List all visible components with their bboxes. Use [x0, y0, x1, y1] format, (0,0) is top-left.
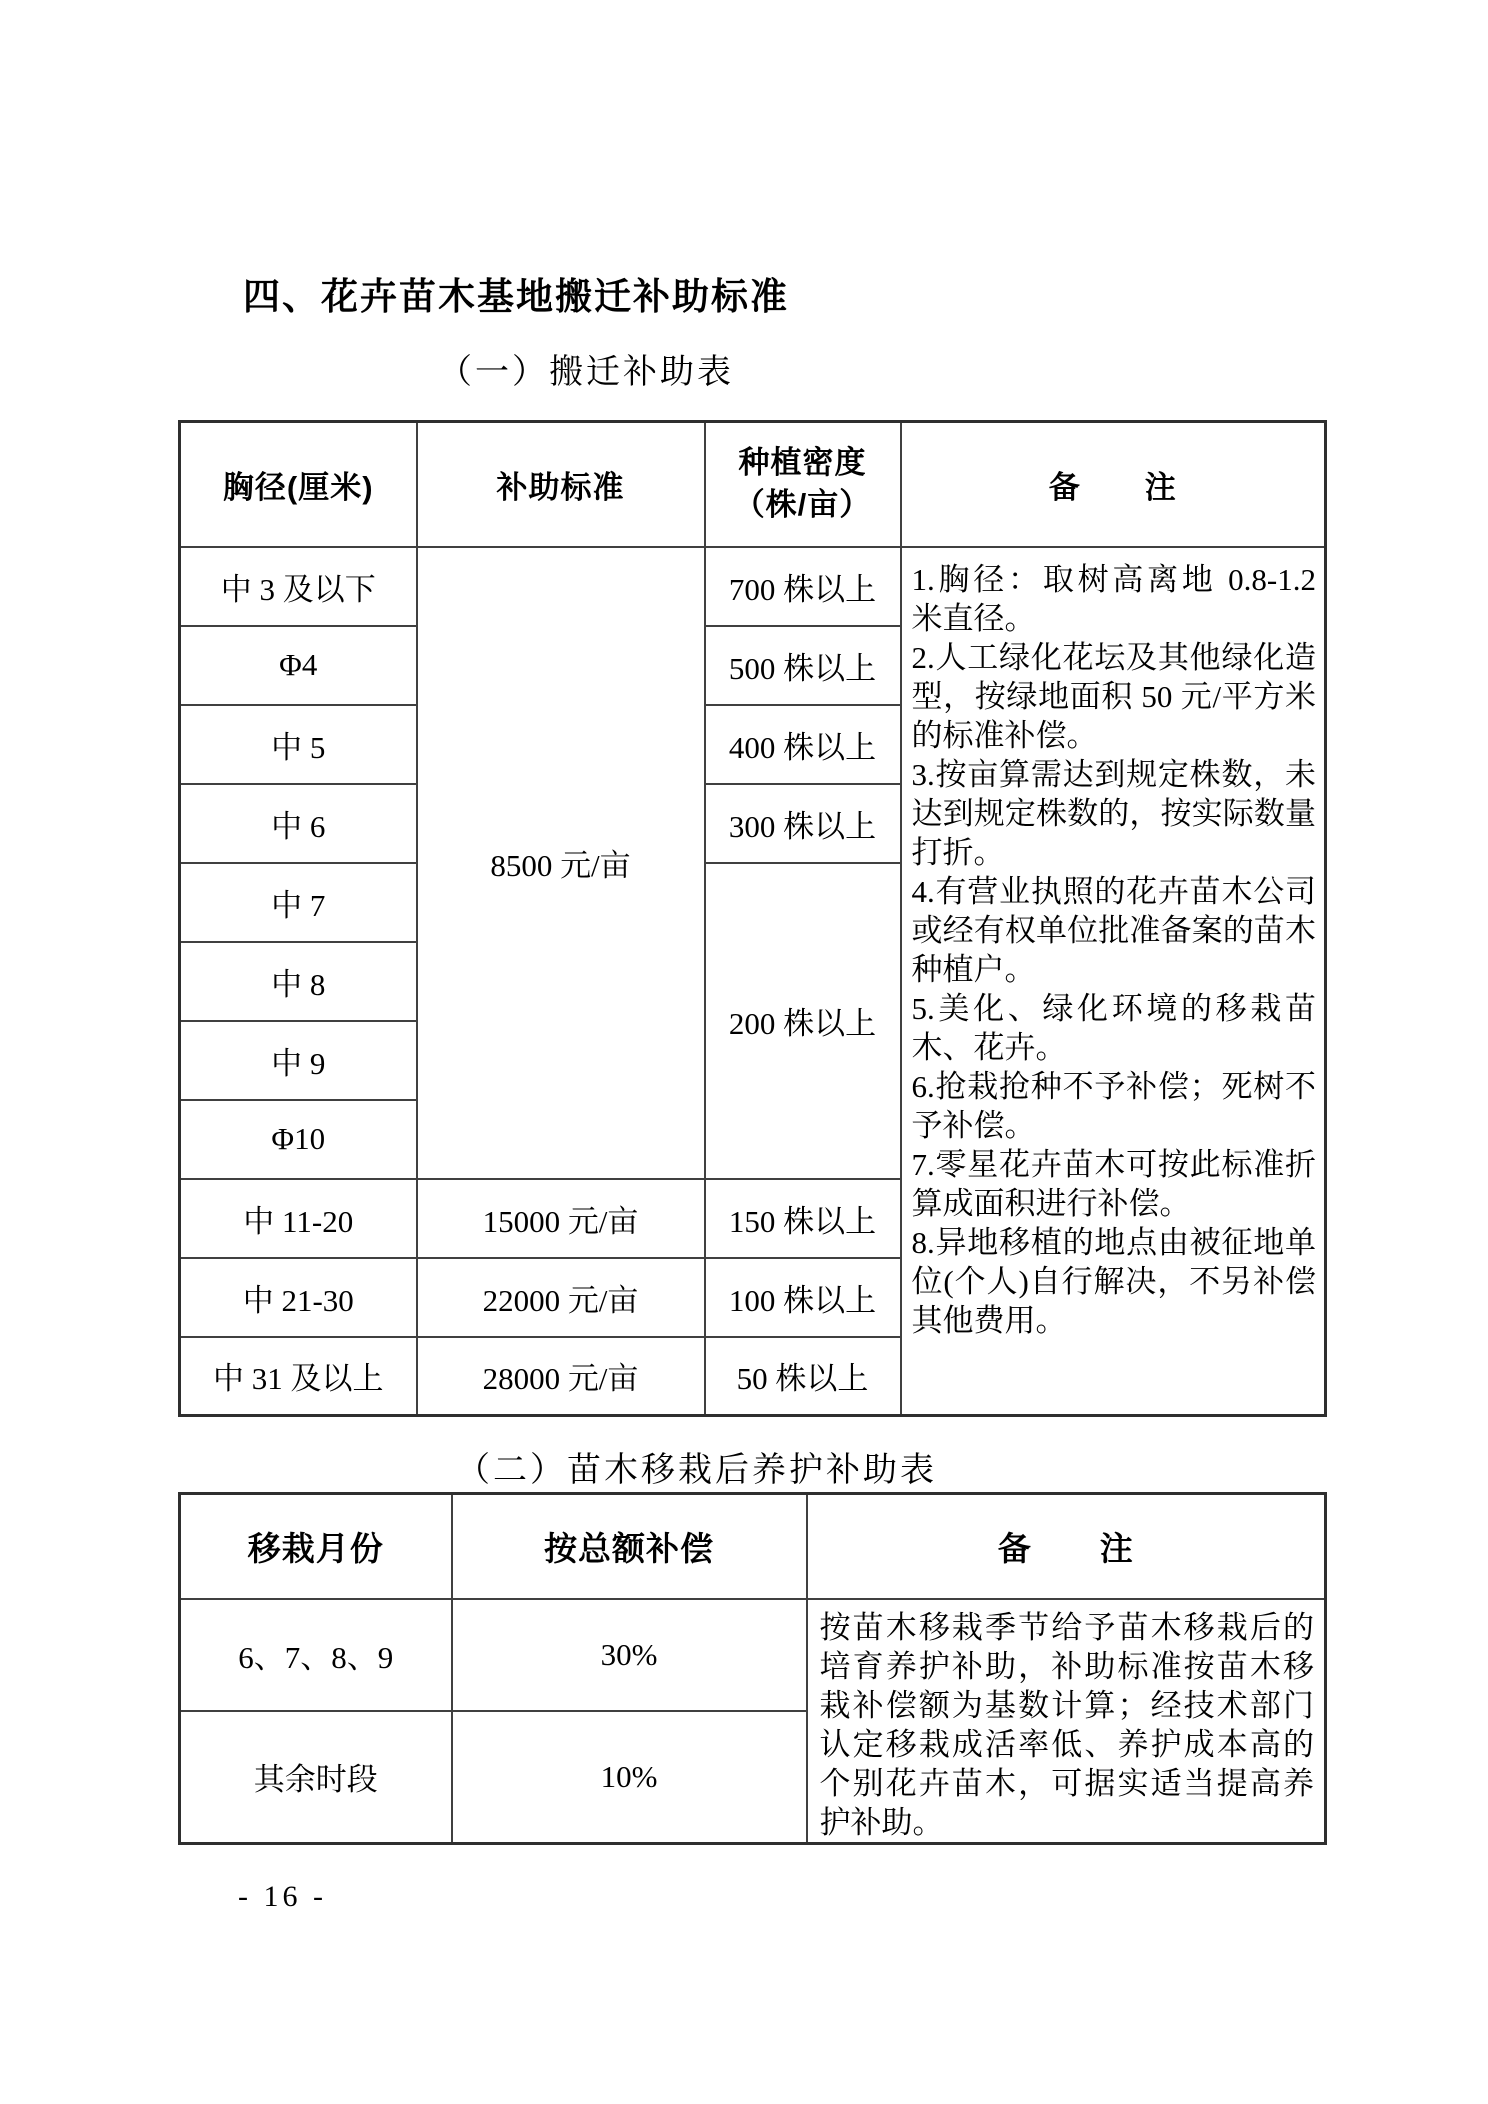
diameter-cell: 中 31 及以上 [180, 1337, 417, 1416]
col-header-diameter: 胸径(厘米) [180, 422, 417, 547]
diameter-cell: 中 5 [180, 705, 417, 784]
density-cell: 700 株以上 [705, 547, 901, 626]
remark-note-4: 4.有营业执照的花卉苗木公司或经有权单位批准备案的苗木种植户。 [911, 873, 1316, 987]
remark-note-1: 1.胸径：取树高离地 0.8-1.2 米直径。 [911, 561, 1316, 636]
subsidy-cell: 28000 元/亩 [417, 1337, 705, 1416]
page-number: - 16 - [238, 1880, 327, 1913]
table1-caption: （一）搬迁补助表 [438, 354, 734, 391]
table-row [180, 547, 1326, 626]
diameter-cell: 中 21-30 [180, 1258, 417, 1337]
diameter-cell: Φ4 [180, 626, 417, 705]
maintenance-subsidy-table [178, 1492, 1327, 1845]
remark-note-8: 8.异地移植的地点由被征地单位(个人)自行解决，不另补偿其他费用。 [911, 1224, 1316, 1338]
density-cell: 100 株以上 [705, 1258, 901, 1337]
table2-caption: （二）苗木移栽后养护补助表 [456, 1452, 937, 1489]
table1-header-row [180, 422, 1326, 547]
table-row [180, 1599, 1326, 1711]
col-header-transplant-month: 移栽月份 [180, 1494, 452, 1599]
diameter-cell: 中 9 [180, 1021, 417, 1100]
density-cell: 500 株以上 [705, 626, 901, 705]
remark-note-5: 5.美化、绿化环境的移栽苗木、花卉。 [911, 990, 1316, 1065]
density-cell: 150 株以上 [705, 1179, 901, 1258]
remark-note-2: 2.人工绿化花坛及其他绿化造型，按绿地面积 50 元/平方米的标准补偿。 [911, 639, 1316, 753]
subsidy-cell-merged: 8500 元/亩 [417, 547, 705, 1179]
diameter-cell: 中 6 [180, 784, 417, 863]
col-header-density-line2: （株/亩） [733, 487, 872, 523]
diameter-cell: 中 3 及以下 [180, 547, 417, 626]
col-header-compensation-rate: 按总额补偿 [452, 1494, 807, 1599]
col-header-density-line1: 种植密度 [738, 445, 867, 481]
remark-cell [807, 1599, 1326, 1844]
density-cell: 300 株以上 [705, 784, 901, 863]
remark-note-7: 7.零星花卉苗木可按此标准折算成面积进行补偿。 [911, 1146, 1316, 1221]
table2-header-row [180, 1494, 1326, 1599]
col-header-subsidy: 补助标准 [417, 422, 705, 547]
diameter-cell: Φ10 [180, 1100, 417, 1179]
remark-cell [901, 547, 1326, 1416]
rate-cell: 10% [452, 1711, 807, 1843]
rate-cell: 30% [452, 1599, 807, 1711]
remark-note-6: 6.抢栽抢种不予补偿；死树不予补偿。 [911, 1068, 1316, 1143]
remark-note-3: 3.按亩算需达到规定株数，未达到规定株数的，按实际数量打折。 [911, 756, 1316, 870]
diameter-cell: 中 11-20 [180, 1179, 417, 1258]
col-header-remark: 备 注 [901, 422, 1326, 547]
col-header-remark: 备 注 [807, 1494, 1326, 1599]
density-cell: 400 株以上 [705, 705, 901, 784]
section-heading: 四、花卉苗木基地搬迁补助标准 [243, 276, 789, 317]
subsidy-cell: 22000 元/亩 [417, 1258, 705, 1337]
maintenance-remark-text: 按苗木移栽季节给予苗木移栽后的培育养护补助，补助标准按苗木移栽补偿额为基数计算；经技术部门认定移栽成活率低、养护成本高的个别花卉苗木，可据实适当提高养护补助。 [819, 1609, 1314, 1840]
relocation-subsidy-table [178, 420, 1327, 1417]
density-cell-merged: 200 株以上 [705, 863, 901, 1179]
subsidy-cell: 15000 元/亩 [417, 1179, 705, 1258]
diameter-cell: 中 7 [180, 863, 417, 942]
density-cell: 50 株以上 [705, 1337, 901, 1416]
col-header-density [705, 422, 901, 547]
month-cell: 6、7、8、9 [180, 1599, 452, 1711]
month-cell: 其余时段 [180, 1711, 452, 1843]
diameter-cell: 中 8 [180, 942, 417, 1021]
